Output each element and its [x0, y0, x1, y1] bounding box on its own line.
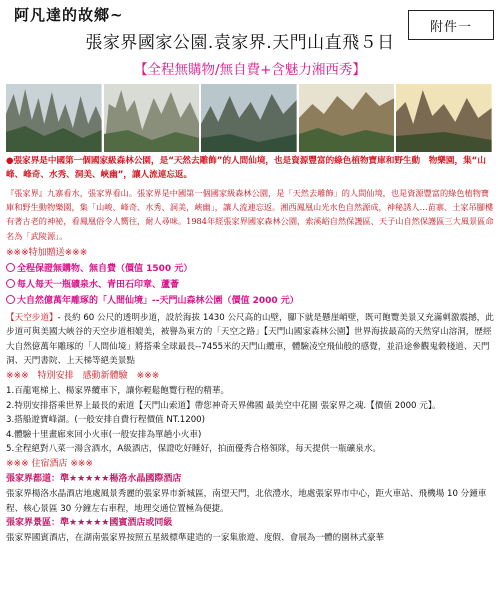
- scenery-photo-strip: [6, 84, 492, 152]
- hotel-description: 張家界國賓酒店，在湖南張家界按照五星級標準建造的一家集旅遊、度假、會展為一體的園林式豪華: [6, 533, 385, 544]
- red-bullet: ●: [6, 156, 14, 166]
- special-arrangements-section: [6, 368, 494, 456]
- special-heading: ※※※ 特別安排 感動新體驗 ※※※: [6, 371, 160, 382]
- attachment-label-box: 附件一: [408, 10, 494, 40]
- tianmen-text: - 長約 60 公尺的透明步道，設於海拔 1430 公尺高的山壁，腳下就是懸崖峭壁，既可飽覽美景又充滿刺激震撼，此步道可與美國大峽谷的天空步道相媲美，被譽為東方的「天空之路」【天門山國家森林公園】世界海拔最高的天然穿山溶洞，歷經大自然億萬年雕琢的「人間仙境」將搭乘全球最長--7455米的天門山纜車，體驗凌空飛仙般的感覺，並沿途參觀鬼穀棧道、天門洞、天門書院、上天梯等絕美景點: [6, 312, 494, 367]
- scenery-photo-1: [6, 84, 102, 152]
- itinerary-content: [6, 154, 494, 546]
- hotels-section: [6, 456, 494, 545]
- intro-description-paragraph: 『張家界』九寨看水，張家界看山。張家界是中國第一個國家級森林公園，是「天然去雕飾」的人間仙境，也是資源豐富的綠色植物寶庫和野生動物樂園，集「山峻、峰奇、水秀、洞美，峽幽」，讓人流連忘返。湘西鳳凰山光水色自然源成，神秘誘人…苗寨、土家吊腳樓有著古老的神祕，看鳳凰俗令人嚮往，耐人尋味。1984年經張家界國家森林公園，索溪峪自然保護區、天子山自然保護區三大風景區命名為「武陵源」。: [6, 188, 494, 241]
- skywalk-label: 【天空步道】: [6, 312, 58, 323]
- circle-bullet-icon: [6, 263, 15, 272]
- hotels-heading: ※※※ 住宿酒店 ※※※: [6, 459, 93, 470]
- circle-bullet-icon: [6, 295, 15, 304]
- special-item: 5.全程絕對八菜一湯含酒水，A級酒店，保證吃好睡好，拍面優秀合格領隊，每天提供一瓶礦泉水。: [6, 444, 382, 455]
- scenery-photo-2: [104, 84, 200, 152]
- document-header: [0, 0, 498, 84]
- scenery-photo-5: [396, 84, 492, 152]
- special-item: 4.體驗十里畫廊來回小火車(一般安排為單趟小火車): [6, 429, 202, 440]
- special-item: 1.百龍電梯上、楊家界纜車下，讓你輕鬆飽覽行程的精華。: [6, 386, 230, 397]
- circle-bullet-icon: [6, 279, 15, 288]
- intro-highlight-text: 張家界是中國第一個國家級森林公園，是“天然去雕飾”的人間仙境，也是資源豐富的綠色植物寶庫和野生動 物樂園，集“山峰、峰奇、水秀、洞美、峽幽”，讓人流連忘返。: [6, 156, 486, 180]
- tour-subtitle: 【全程無購物/無自費+含魅力湘西秀】: [134, 62, 366, 78]
- tianmen-description: [6, 311, 494, 369]
- hotel-name: 張家界都道：準★★★★★楊洛水晶國際酒店: [6, 474, 182, 485]
- special-item: 3.搭船遊寶峰湖。(一般安排自費行程價值 NT.1200): [6, 415, 205, 426]
- gift-item: 每人每天一瓶礦泉水、青田石印章、蘆薈: [6, 277, 494, 293]
- intro-highlight-paragraph: [6, 154, 494, 182]
- gift-item: 全程保證無購物、無自費（價值 1500 元）: [6, 261, 494, 277]
- hotel-name: 張家界景區：準★★★★★國賓酒店或同級: [6, 518, 173, 529]
- special-item: 2.特別安排搭乘世界上最長的索道【天門山索道】帶您神奇天界佛國 最美空中花園 張家界之魂.【價值 2000 元】。: [6, 400, 441, 411]
- gifts-section: [6, 245, 494, 309]
- hotel-description: 張家界楊洛水晶酒店地處風景秀麗的張家界市新城區，南望天門，北依澧水，地處張家界市中心，距火車站、飛機場 10 分鐘車程、核心景區 30 分鐘左右車程，地理交通位置極為便捷。: [6, 489, 487, 514]
- gift-item: 大自然億萬年雕琢的「人間仙境」--天門山森林公園（價值 2000 元）: [6, 293, 494, 309]
- scenery-photo-4: [299, 84, 395, 152]
- scenery-photo-3: [201, 84, 297, 152]
- tour-title: 張家界國家公園.袁家界.天門山直飛５日: [85, 33, 395, 53]
- brand-slogan: 阿凡達的故鄉~: [14, 6, 124, 24]
- gifts-heading: ※※※特加贈送※※※: [6, 247, 88, 258]
